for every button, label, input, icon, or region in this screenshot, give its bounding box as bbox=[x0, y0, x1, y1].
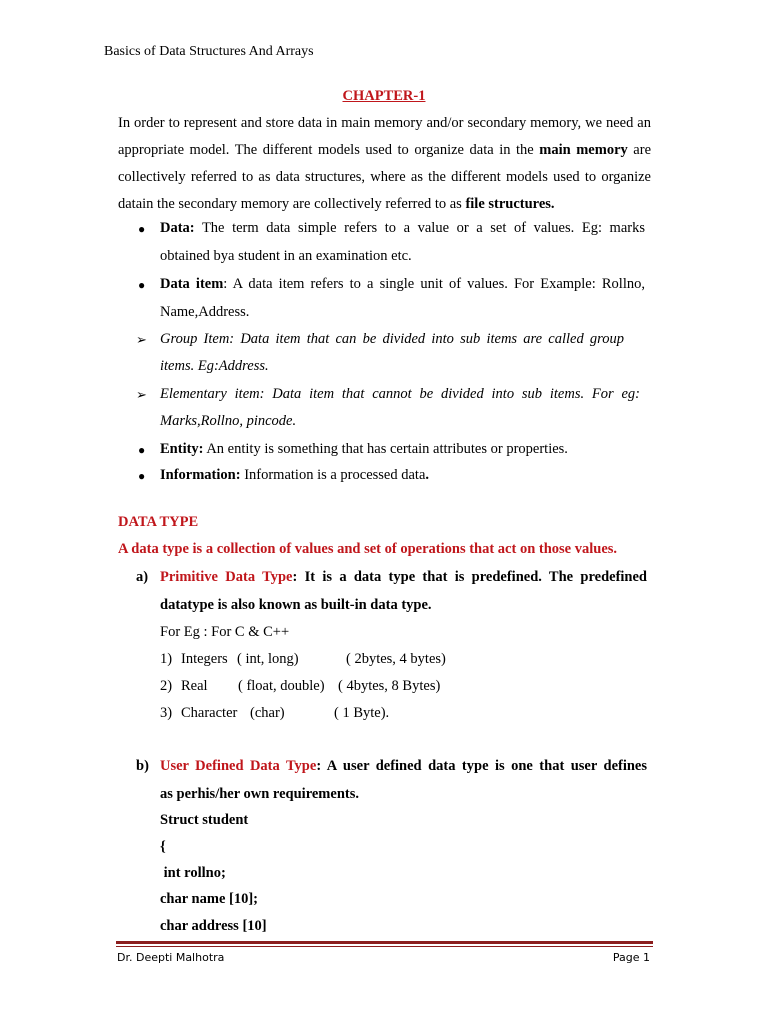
footer-rule bbox=[116, 941, 653, 944]
footer-page-number: Page 1 bbox=[612, 951, 650, 964]
group-item-line2: items. Eg:Address. bbox=[160, 358, 269, 374]
primitive-line1: Primitive Data Type: It is a data type that is predefined. The predefined bbox=[160, 569, 647, 585]
user-defined-line2: as perhis/her own requirements. bbox=[160, 786, 359, 802]
code-line: char address [10] bbox=[160, 918, 267, 934]
footer-author: Dr. Deepti Malhotra bbox=[117, 951, 225, 964]
code-line: { bbox=[160, 839, 166, 855]
main-memory-term: main memory bbox=[539, 142, 628, 158]
running-header: Basics of Data Structures And Arrays bbox=[104, 44, 314, 59]
arrow-bullet-icon: ➢ bbox=[136, 332, 147, 347]
chapter-title: CHAPTER-1 bbox=[342, 88, 426, 104]
elementary-item-line1: Elementary item: Data item that cannot be divided into sub items. For eg: bbox=[160, 386, 640, 402]
primitive-item-num: 3) bbox=[160, 705, 173, 721]
primitive-item-name: Integers bbox=[181, 651, 228, 667]
intro-paragraph: In order to represent and store data in main memory and/or secondary memory, we need an appropriate model. The different models used to organize data in the main memory are collectively referred to as data structures, where as the different models used to organize datain the secondary memory are collectively referred to as file structures. bbox=[118, 115, 652, 212]
user-defined-line1: User Defined Data Type: A user defined data type is one that user defines bbox=[160, 758, 647, 774]
primitive-marker: a) bbox=[136, 569, 149, 585]
user-defined-marker: b) bbox=[136, 758, 149, 774]
code-line: Struct student bbox=[160, 812, 249, 828]
bullet-icon: ● bbox=[138, 443, 146, 457]
primitive-item-sizes: ( 1 Byte). bbox=[334, 705, 390, 721]
code-line: int rollno; bbox=[160, 865, 226, 881]
entity-bullet: Entity: An entity is something that has certain attributes or properties. bbox=[160, 441, 568, 457]
file-structures-term: file structures. bbox=[465, 196, 555, 212]
bullet-icon: ● bbox=[138, 278, 146, 292]
primitive-item-sizes: ( 2bytes, 4 bytes) bbox=[346, 651, 446, 667]
primitive-item-types: (char) bbox=[250, 705, 285, 721]
elementary-item-line2: Marks,Rollno, pincode. bbox=[160, 413, 297, 429]
code-line: char name [10]; bbox=[160, 891, 258, 907]
data-item-bullet-line1: Data item: A data item refers to a single unit of values. For Example: Rollno, bbox=[160, 276, 645, 292]
primitive-item-name: Real bbox=[181, 678, 208, 694]
primitive-item-types: ( float, double) bbox=[238, 678, 325, 694]
primitive-for-eg: For Eg : For C & C++ bbox=[160, 624, 290, 640]
bullet-icon: ● bbox=[138, 469, 146, 483]
data-item-bullet-line2: Name,Address. bbox=[160, 304, 250, 320]
primitive-line2: datatype is also known as built-in data type. bbox=[160, 597, 432, 613]
primitive-item-num: 2) bbox=[160, 678, 173, 694]
primitive-item-sizes: ( 4bytes, 8 Bytes) bbox=[338, 678, 441, 694]
data-type-definition: A data type is a collection of values and set of operations that act on those values. bbox=[118, 541, 618, 557]
footer-rule bbox=[116, 946, 653, 947]
primitive-item-name: Character bbox=[181, 705, 238, 721]
arrow-bullet-icon: ➢ bbox=[136, 387, 147, 402]
group-item-line1: Group Item: Data item that can be divided into sub items are called group bbox=[160, 331, 624, 347]
data-bullet-line1: Data: The term data simple refers to a value or a set of values. Eg: marks bbox=[160, 220, 645, 236]
primitive-item-types: ( int, long) bbox=[237, 651, 299, 667]
bullet-icon: ● bbox=[138, 222, 146, 236]
data-type-heading: DATA TYPE bbox=[118, 514, 199, 530]
information-bullet: Information: Information is a processed data. bbox=[160, 467, 429, 483]
primitive-item-num: 1) bbox=[160, 651, 173, 667]
data-bullet-line2: obtained bya student in an examination etc. bbox=[160, 248, 412, 264]
